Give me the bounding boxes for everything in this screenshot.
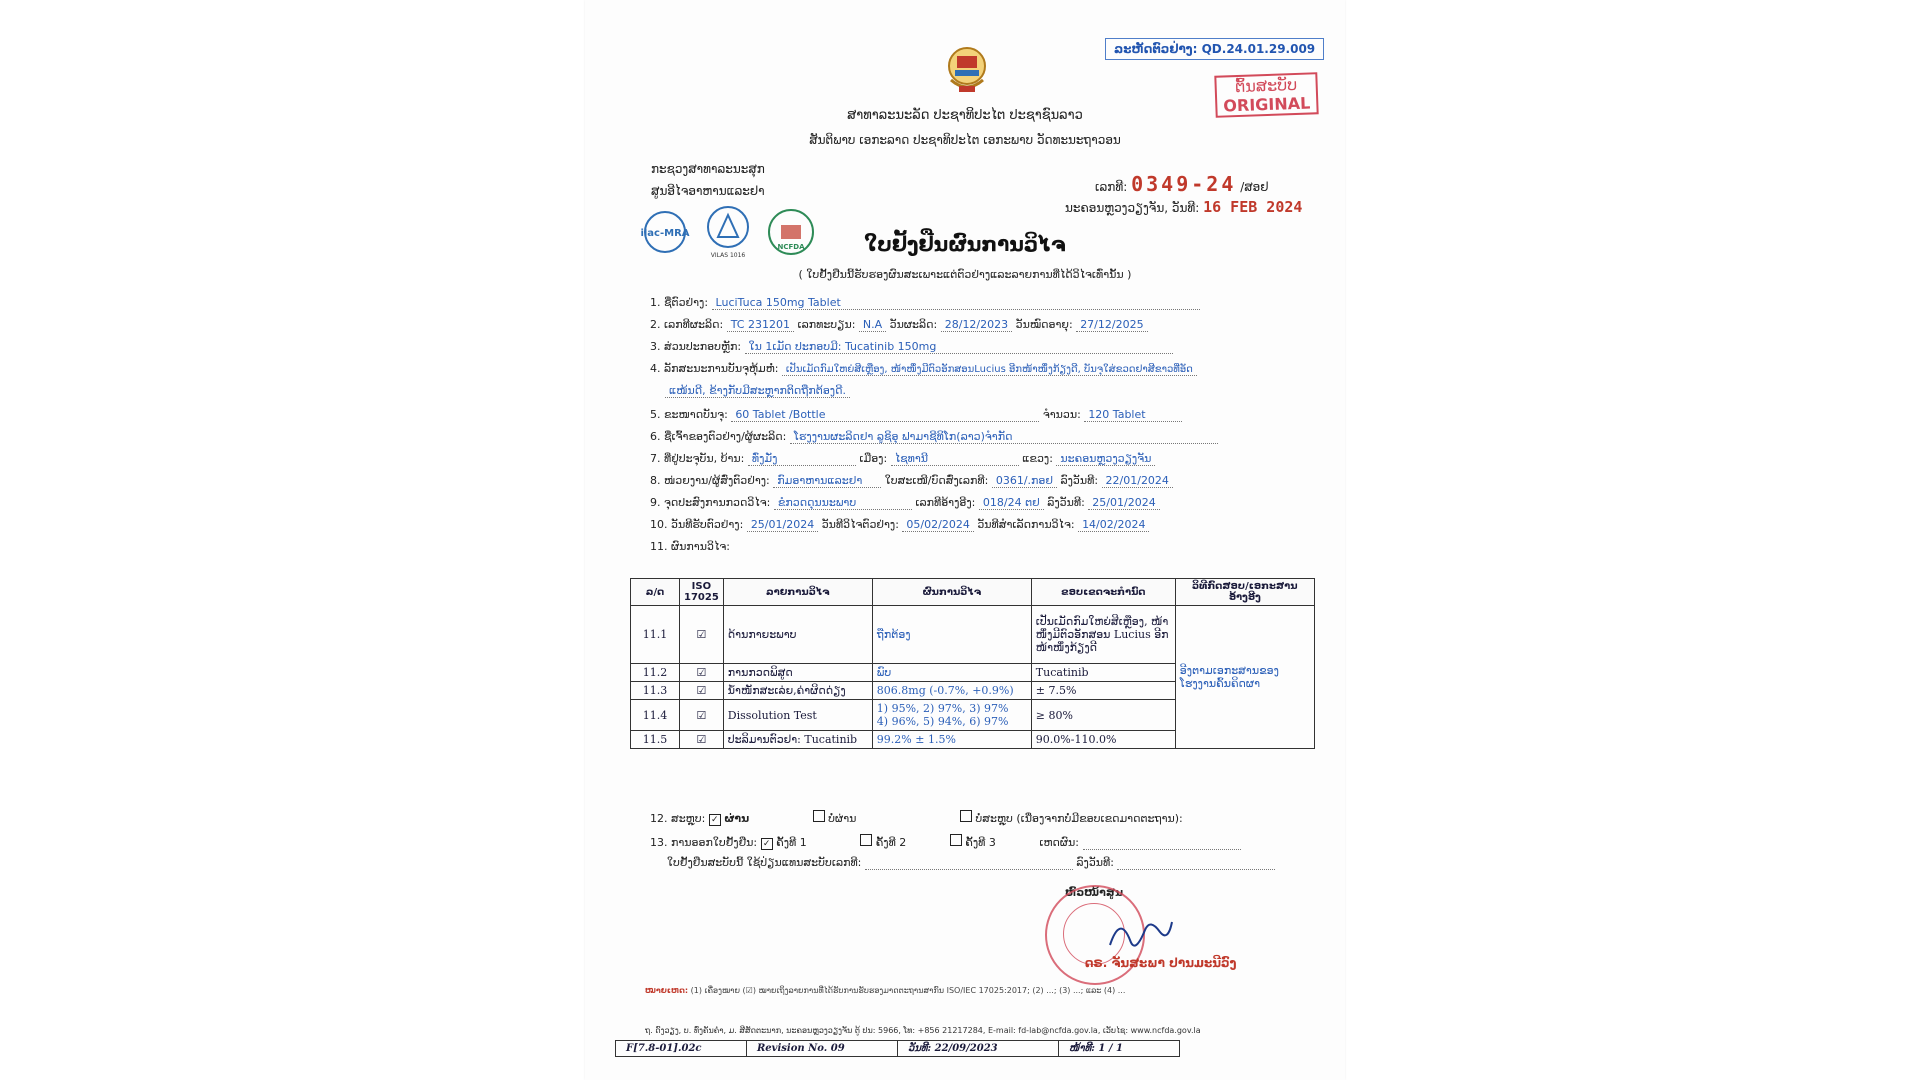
col-header-iso: ISO 17025 [680, 579, 724, 606]
field-value: 60 Tablet /Bottle [731, 408, 1039, 422]
row-result-line2: 4) 96%, 5) 94%, 6) 97% [876, 715, 1009, 728]
ref-date-label: ລົງວັນທີ: [1047, 496, 1085, 509]
field-label: 3. ສ່ວນປະກອບຫຼັກ: [650, 340, 742, 353]
letter-label: ໃບສະເໜີ/ບົດສົ່ງເລກທີ: [884, 474, 989, 487]
number-suffix: /ສອຢ [1240, 180, 1269, 194]
replace-line [667, 856, 1275, 870]
field-purpose [650, 496, 1160, 510]
ref-date-value: 25/01/2024 [1088, 496, 1159, 510]
reason-value [1083, 836, 1241, 850]
field-label: 10. ວັນທີຮັບຕົວຢ່າງ: [650, 518, 744, 531]
field-label: 4. ລັກສະນະການບັນຈຸຫຸ້ມຫໍ່: [650, 362, 779, 375]
row-check: ☑ [680, 664, 724, 682]
issue2-label: ຄັ້ງທີ 2 [875, 836, 907, 849]
certificate-number [1095, 172, 1269, 196]
row-no: 11.4 [631, 700, 680, 731]
field-pack-size [650, 408, 1182, 422]
document-footer [615, 1040, 1180, 1057]
row-item: ປະລິມານຕົວຢາ: Tucatinib [723, 731, 872, 749]
pass-label: ຜ່ານ [724, 812, 750, 825]
conclusion-line [650, 810, 1183, 826]
row-spec: ≥ 80% [1031, 700, 1175, 731]
ministry-block [651, 158, 765, 202]
row-spec: Tucatinib [1031, 664, 1175, 682]
row-check: ☑ [680, 700, 724, 731]
row-item: Dissolution Test [723, 700, 872, 731]
exp-value: 27/12/2025 [1076, 318, 1147, 332]
field-sample-name [650, 296, 1200, 310]
col-header-method: ວິທີກົດສອບ/ເອກະສານອ້າງອີງ [1175, 579, 1314, 606]
row-check: ☑ [680, 606, 724, 664]
province-label: ແຂວງ: [1022, 452, 1053, 465]
mfg-value: 28/12/2023 [941, 318, 1012, 332]
purpose-value: ຂໍກວດດຸນນະພາບ [774, 496, 912, 510]
replace-value [865, 856, 1073, 870]
row-result-line1: 1) 95%, 2) 97%, 3) 97% [876, 702, 1009, 715]
reg-value: N.A [859, 318, 886, 332]
sample-code-box [1105, 38, 1324, 60]
row-spec: ± 7.5% [1031, 682, 1175, 700]
results-table [630, 578, 1315, 749]
reason-label: ເຫດຜົນ: [1039, 836, 1080, 849]
ilac-mra-text: ilac-MRA [640, 228, 690, 239]
national-motto: ສັນຕິພາບ ເອກະລາດ ປະຊາທິປະໄຕ ເອກະພາບ ວັດທະນະຖາວອນ [809, 133, 1121, 147]
field-sender [650, 474, 1173, 488]
row-spec: ເປັນເມັດກົມໃຫຍ່ສີເຫຼືອງ, ໜ້າໜຶ່ງມີຕົວອັກສອນ Lucius ອີກໜ້າໜຶ່ງກ້ຽງດີ [1031, 606, 1175, 664]
field-label: 7. ທີ່ຢູ່ປະຈຸບັນ, ບ້ານ: [650, 452, 745, 465]
field-packaging-cont [665, 384, 850, 398]
notes-label: ໝາຍເຫດ: [645, 986, 689, 995]
row-no: 11.1 [631, 606, 680, 664]
field-label: 8. ໜ່ວຍງານ/ຜູ້ສົ່ງຕົວຢ່າງ: [650, 474, 770, 487]
issue3-checkbox [950, 834, 962, 846]
replace-date-value [1117, 856, 1275, 870]
unclear-checkbox [960, 810, 972, 822]
field-value: LuciTuca 150mg Tablet [712, 296, 1200, 310]
issue-line [650, 834, 1241, 850]
col-header-no: ລ/ດ [631, 579, 680, 606]
reg-label: ເລກທະບຽນ: [797, 318, 856, 331]
field-value: ໂຮງງານຜະລິດຢາ ລູຊິອຸ ຟາມາຊີທິໂກ(ລາວ)ຈຳກັດ [790, 430, 1218, 444]
number-label: ເລກທີ: [1095, 180, 1128, 194]
fail-label: ບໍ່ຜ່ານ [828, 812, 857, 825]
republic-heading: ສາທາລະນະລັດ ປະຊາທິປະໄຕ ປະຊາຊົນລາວ [847, 108, 1083, 123]
row-result: 99.2% ± 1.5% [872, 731, 1031, 749]
col-header-item: ລາຍການວິໄຈ [723, 579, 872, 606]
qty-value: 120 Tablet [1084, 408, 1182, 422]
analysis-date: 05/02/2024 [902, 518, 973, 532]
exp-label: ວັນໝົດອາຍຸ: [1015, 318, 1073, 331]
district-value: ໄຊທານີ [891, 452, 1019, 466]
ref-label: ເລກທີອ້າງອີງ: [915, 496, 976, 509]
field-batch [650, 318, 1148, 332]
field-label: 1. ຊື່ຕົວຢ່າງ: [650, 296, 709, 309]
notes-text: (1) ເຄື່ອງໝາຍ (☑) ໝາຍເຖິງລາຍການທີ່ໄດ້ຮັບການຮັບຮອງມາດຕະຖານສາກົນ ISO/IEC 17025:2017; (2) ...; (3) ...; ແລະ (4) ... [690, 986, 1126, 995]
issue-label: 13. ການອອກໃບຢັ້ງຢືນ: [650, 836, 758, 849]
sender-value: ກົມອາຫານແລະຢາ [773, 474, 881, 488]
ministry-name: ກະຊວງສາທາລະນະສຸກ [651, 162, 765, 176]
row-result: ຖືກຕ້ອງ [872, 606, 1031, 664]
national-emblem-icon [945, 42, 989, 98]
finish-date: 14/02/2024 [1078, 518, 1149, 532]
letter-date-value: 22/01/2024 [1102, 474, 1173, 488]
mfg-label: ວັນຜະລິດ: [889, 318, 938, 331]
finish-label: ວັນທີສຳເລັດການວິໄຈ: [977, 518, 1075, 531]
page-subtitle: ( ໃບຢັ້ງຢືນນີ້ຮັບຮອງຜົນສະເພາະແຕ່ຕົວຢ່າງແລະລາຍການທີ່ໄດ້ວິໄຈເທົ່ານັ້ນ ) [798, 268, 1132, 281]
issue3-label: ຄັ້ງທີ 3 [965, 836, 996, 849]
revision-number: Revision No. 09 [747, 1041, 898, 1057]
col-header-result: ຜົນການວິໄຈ [872, 579, 1031, 606]
signature-image [1105, 910, 1175, 960]
field-owner [650, 430, 1218, 444]
certificate-page [585, 0, 1345, 1080]
page-title: ໃບຢັ້ງຢືນຜົນການວິໄຈ [864, 232, 1066, 256]
replace-date-label: ລົງວັນທີ: [1076, 856, 1114, 869]
row-item: ດ້ານກາຍະພາບ [723, 606, 872, 664]
center-name: ສູນອີໄຈອາຫານແລະຢາ [651, 184, 765, 198]
received-date: 25/01/2024 [747, 518, 818, 532]
field-value: TC 231201 [727, 318, 794, 332]
footnotes [645, 985, 1325, 996]
field-label: 11. ຜົນການວິໄຈ: [650, 540, 730, 553]
ref-value: 018/24 ຕຢ [979, 496, 1044, 510]
row-result [872, 700, 1031, 731]
field-value: ເປັນເມັດກົມໃຫຍ່ສີເຫຼືອງ, ໜ້າໜຶ່ງມີຕົວອັກສອນLucius ອີກໜ້າໜຶ່ງກ້ຽງດີ, ບັນຈຸໃສ່ຂວດຢາສີຂາວທີ່ອັດ [782, 364, 1197, 376]
field-value: ແໜ້ນດີ, ຂ້າງກັບມີສະຫຼາກຕິດຖືກຕ້ອງດີ. [665, 384, 850, 398]
qty-label: ຈຳນວນ: [1042, 408, 1081, 421]
fail-checkbox [813, 810, 825, 822]
footer-date: ວັນທີ: 22/09/2023 [898, 1041, 1059, 1057]
page-number: ໜ້າທີ: 1 / 1 [1059, 1041, 1180, 1057]
original-stamp-en: ORIGINAL [1223, 93, 1311, 116]
original-stamp-lao: ຕົ້ນສະບັບ [1234, 74, 1298, 97]
replace-label: ໃບຢັ້ງຢືນສະບັບນີ້ ໃຊ້ປ່ຽນແທນສະບັບເລກທີ: [667, 856, 862, 869]
vilas-caption: VILAS 1016 [710, 252, 746, 259]
row-result: ພົບ [872, 664, 1031, 682]
field-label: 5. ຂະໜາດບັນຈຸ: [650, 408, 728, 421]
row-no: 11.2 [631, 664, 680, 682]
issue-date-line [1065, 198, 1302, 216]
field-results-heading [650, 540, 730, 553]
row-method: ອີງຕາມເອກະສານຂອງ ໂຮງງານຄົ້ນຄິດຜາ [1175, 606, 1314, 749]
date-stamp: 16 FEB 2024 [1203, 198, 1303, 216]
letter-date-label: ລົງວັນທີ: [1060, 474, 1099, 487]
district-label: ເມືອງ: [859, 452, 888, 465]
field-composition [650, 340, 1173, 354]
field-label: 9. ຈຸດປະສົງການກວດວິໄຈ: [650, 496, 771, 509]
pass-checkbox: ✓ [709, 814, 721, 826]
row-item: ນ້ຳໜັກສະເລ່ຍ,ຄ່າຜິດດ່ຽງ [723, 682, 872, 700]
row-no: 11.5 [631, 731, 680, 749]
letter-value: 0361/.ກອຢ [992, 474, 1057, 488]
lab-address: ຖ. ດົງວຽງ, ບ. ທົ່ງຄັນຄຳ, ມ. ສີສັດຕະນາກ, ນະຄອນຫຼວງວຽງຈັນ ຕູ້ ປນ: 5966, ໂທ: +856 21217284, E-mail: fd-lab@ncfda.gov.la, ເວັບໄຊ: www.ncfda.gov.la [645, 1026, 1201, 1035]
row-result: 806.8mg (-0.7%, +0.9%) [872, 682, 1031, 700]
province-value: ນະຄອນຫຼວງວຽງຈັນ [1056, 452, 1155, 466]
issue2-checkbox [860, 834, 872, 846]
signatory-name: ດຣ. ຈັນສະພາ ປານມະນີວົງ [1085, 956, 1237, 970]
issue1-checkbox: ✓ [761, 838, 773, 850]
sample-code-label: ລະຫັດຕົວຢ່າງ: [1114, 42, 1198, 56]
issue1-label: ຄັ້ງທີ 1 [776, 836, 807, 849]
unclear-label: ບໍ່ສະຫຼຸບ (ເນື່ອງຈາກບໍ່ມີຂອບເຂດມາດຕະຖານ): [975, 812, 1183, 825]
row-no: 11.3 [631, 682, 680, 700]
field-label: 2. ເລກທີຜະລິດ: [650, 318, 724, 331]
field-value: ໃນ 1ເມັດ ປະກອບມີ: Tucatinib 150mg [745, 340, 1173, 354]
field-dates [650, 518, 1149, 532]
row-spec: 90.0%-110.0% [1031, 731, 1175, 749]
field-packaging [650, 362, 1197, 376]
analysis-label: ວັນທີວິໄຈຕົວຢ່າງ: [821, 518, 899, 531]
ncfda-text: NCFDA [777, 243, 805, 251]
place-date-label: ນະຄອນຫຼວງວຽງຈັນ, ວັນທີ: [1065, 201, 1200, 215]
number-value: 0349-24 [1131, 172, 1237, 196]
signature-heading: ຫົວໜ້າສູນ [1065, 886, 1124, 899]
row-item: ການກວດພິສູດ [723, 664, 872, 682]
form-code: F[7.8-01].02c [616, 1041, 747, 1057]
col-header-spec: ຂອບເຂດຈະກຳນົດ [1031, 579, 1175, 606]
sample-code: QD.24.01.29.009 [1201, 42, 1316, 56]
village-value: ທົ່ງມັ່ງ [748, 452, 856, 466]
table-row [631, 606, 1315, 664]
conclusion-label: 12. ສະຫຼຸບ: [650, 812, 706, 825]
row-check: ☑ [680, 731, 724, 749]
row-check: ☑ [680, 682, 724, 700]
field-address [650, 452, 1155, 466]
field-label: 6. ຊື່ເຈົ້າຂອງຕົວຢ່າງ/ຜູ້ຜະລິດ: [650, 430, 787, 443]
